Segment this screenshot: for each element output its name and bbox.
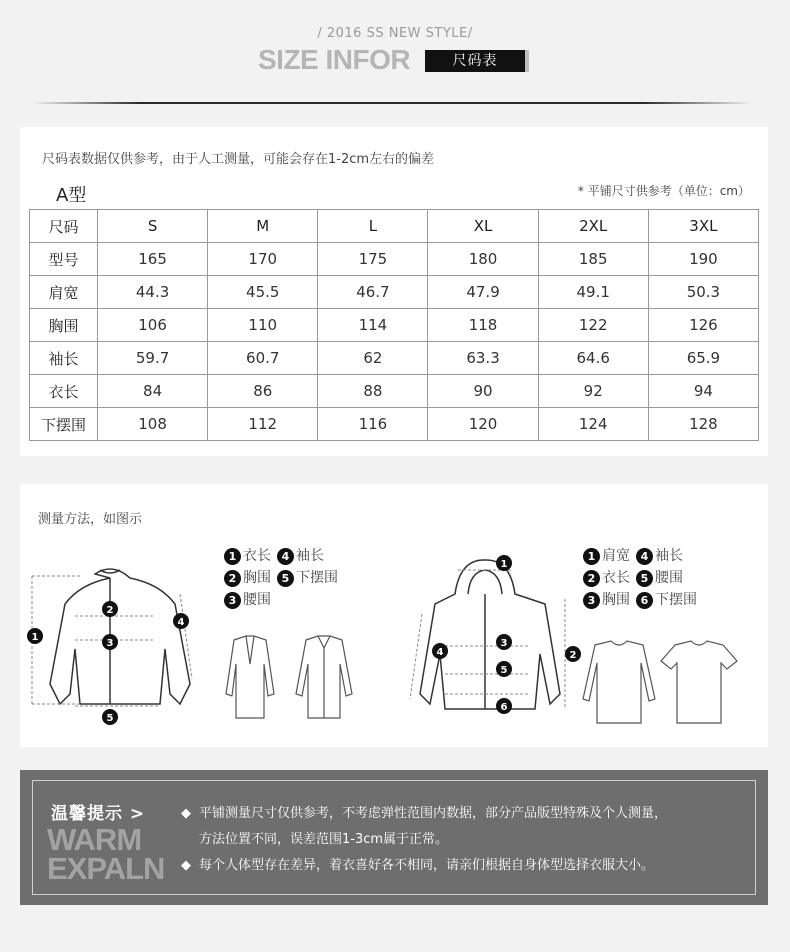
- table-cell: 46.7: [318, 276, 428, 309]
- table-cell: 185: [538, 243, 648, 276]
- hoodie-marker-3-label: 3: [500, 638, 508, 649]
- number-badge: 6: [636, 592, 653, 609]
- legend-item: [277, 545, 324, 567]
- sweater-tee-icons: [575, 639, 755, 729]
- tips-frame: [32, 780, 756, 895]
- legend-label: 袖长: [655, 548, 683, 564]
- size-table-header-cell: XL: [428, 210, 538, 243]
- measure-panel: [20, 484, 768, 747]
- table-cell: 175: [318, 243, 428, 276]
- table-row: [30, 408, 759, 441]
- table-cell: 65.9: [648, 342, 758, 375]
- table-cell: 62: [318, 342, 428, 375]
- legend-row: [224, 567, 338, 589]
- legend-hoodie: [583, 545, 697, 611]
- jacket-diagram: [20, 554, 220, 734]
- number-badge: 4: [277, 548, 294, 565]
- table-cell: 45.5: [208, 276, 318, 309]
- table-cell: 108: [98, 408, 208, 441]
- jacket-marker-1-label: 1: [31, 632, 39, 643]
- table-cell: 110: [208, 309, 318, 342]
- header-badge-accent: [525, 50, 529, 72]
- table-cell: 114: [318, 309, 428, 342]
- bullet-icon: ◆: [181, 806, 191, 821]
- table-cell: 92: [538, 375, 648, 408]
- blazer-shirt-icons: [216, 634, 376, 724]
- legend-label: 衣长: [602, 570, 630, 586]
- tips-title: 温馨提示 >: [51, 804, 146, 824]
- jacket-marker-2-label: 2: [106, 605, 114, 616]
- table-cell: 165: [98, 243, 208, 276]
- size-table-header-cell: 尺码: [30, 210, 98, 243]
- blazer-icon: [226, 636, 274, 718]
- table-row: [30, 342, 759, 375]
- legend-item: [224, 545, 271, 567]
- header-badge: 尺码表: [425, 50, 525, 72]
- row-label: 型号: [30, 243, 98, 276]
- legend-item: [583, 545, 630, 567]
- tips-big-line2: EXPALN: [47, 851, 165, 886]
- table-cell: 60.7: [208, 342, 318, 375]
- legend-label: 肩宽: [602, 548, 630, 564]
- size-table-header-row: [30, 210, 759, 243]
- table-cell: 128: [648, 408, 758, 441]
- table-cell: 64.6: [538, 342, 648, 375]
- legend-row: [583, 545, 697, 567]
- table-cell: 116: [318, 408, 428, 441]
- header: [0, 0, 790, 110]
- size-table-header-cell: 2XL: [538, 210, 648, 243]
- number-badge: 3: [224, 592, 241, 609]
- hoodie-marker-5-label: 5: [500, 665, 508, 676]
- number-badge: 4: [636, 548, 653, 565]
- table-row: [30, 375, 759, 408]
- row-label: 肩宽: [30, 276, 98, 309]
- header-subtitle: / 2016 SS NEW STYLE/: [317, 26, 473, 41]
- table-cell: 122: [538, 309, 648, 342]
- legend-item: [636, 567, 683, 589]
- header-divider: [32, 102, 752, 104]
- legend-item: [224, 567, 271, 589]
- sweater-icon: [583, 641, 655, 723]
- table-cell: 190: [648, 243, 758, 276]
- hoodie-diagram: [400, 554, 600, 739]
- size-table-header-cell: M: [208, 210, 318, 243]
- size-table-header-cell: S: [98, 210, 208, 243]
- number-badge: 1: [583, 548, 600, 565]
- table-cell: 120: [428, 408, 538, 441]
- legend-item: [583, 567, 630, 589]
- table-cell: 49.1: [538, 276, 648, 309]
- legend-label: 胸围: [602, 592, 630, 608]
- number-badge: 5: [636, 570, 653, 587]
- row-label: 衣长: [30, 375, 98, 408]
- legend-item: [636, 545, 683, 567]
- legend-item: [583, 589, 630, 611]
- hoodie-marker-1-label: 1: [500, 559, 508, 570]
- table-cell: 112: [208, 408, 318, 441]
- row-label: 下摆围: [30, 408, 98, 441]
- table-row: [30, 309, 759, 342]
- table-cell: 126: [648, 309, 758, 342]
- table-cell: 180: [428, 243, 538, 276]
- table-cell: 94: [648, 375, 758, 408]
- legend-label: 袖长: [296, 548, 324, 564]
- tips-line-continued: 方法位置不同，误差范围1-3cm属于正常。: [199, 832, 449, 847]
- table-cell: 124: [538, 408, 648, 441]
- shirt-icon: [296, 636, 352, 718]
- model-label: A型: [56, 185, 87, 206]
- table-row: [30, 276, 759, 309]
- hoodie-marker-2-label: 2: [569, 650, 577, 661]
- size-table-header-cell: L: [318, 210, 428, 243]
- table-cell: 47.9: [428, 276, 538, 309]
- jacket-marker-4-label: 4: [177, 617, 185, 628]
- legend-label: 衣长: [243, 548, 271, 564]
- table-cell: 59.7: [98, 342, 208, 375]
- legend-label: 腰围: [243, 592, 271, 608]
- size-chart-note: 尺码表数据仅供参考，由于人工测量，可能会存在1-2cm左右的偏差: [42, 152, 435, 167]
- legend-item: [224, 589, 271, 611]
- legend-label: 下摆围: [296, 570, 338, 586]
- table-cell: 88: [318, 375, 428, 408]
- number-badge: 1: [224, 548, 241, 565]
- tips-line: [181, 853, 751, 879]
- header-title: SIZE INFOR: [258, 44, 411, 75]
- jacket-marker-3-label: 3: [106, 638, 114, 649]
- table-cell: 118: [428, 309, 538, 342]
- table-cell: 106: [98, 309, 208, 342]
- legend-row: [224, 545, 338, 567]
- tips-big-line1: WARM: [47, 822, 142, 857]
- tips-line-text: 每个人体型存在差异，着衣喜好各不相同，请亲们根据自身体型选择衣服大小。: [199, 858, 655, 873]
- number-badge: 3: [583, 592, 600, 609]
- legend-label: 胸围: [243, 570, 271, 586]
- number-badge: 5: [277, 570, 294, 587]
- tshirt-icon: [661, 641, 737, 723]
- table-cell: 170: [208, 243, 318, 276]
- table-cell: 90: [428, 375, 538, 408]
- table-cell: 63.3: [428, 342, 538, 375]
- unit-note: * 平铺尺寸供参考（单位：cm）: [577, 184, 750, 198]
- legend-item: [277, 567, 338, 589]
- tips-watermark: [47, 822, 165, 886]
- table-row: [30, 243, 759, 276]
- table-cell: 50.3: [648, 276, 758, 309]
- number-badge: 2: [224, 570, 241, 587]
- row-label: 胸围: [30, 309, 98, 342]
- size-table-header-cell: 3XL: [648, 210, 758, 243]
- number-badge: 2: [583, 570, 600, 587]
- hoodie-marker-4-label: 4: [436, 647, 444, 658]
- tips-panel: [20, 770, 768, 905]
- hoodie-marker-6-label: 6: [500, 702, 508, 713]
- measure-title: 测量方法，如图示: [38, 512, 143, 527]
- tips-text: [181, 801, 751, 879]
- size-table: [29, 209, 759, 441]
- legend-label: 腰围: [655, 570, 683, 586]
- legend-jacket: [224, 545, 338, 611]
- table-cell: 44.3: [98, 276, 208, 309]
- legend-row: [224, 589, 338, 611]
- legend-label: 下摆围: [655, 592, 697, 608]
- jacket-marker-5-label: 5: [106, 713, 114, 724]
- legend-row: [583, 567, 697, 589]
- table-cell: 86: [208, 375, 318, 408]
- table-cell: 84: [98, 375, 208, 408]
- tips-line: [181, 801, 751, 827]
- bullet-icon: ◆: [181, 858, 191, 873]
- tips-line-text: 平铺测量尺寸仅供参考，不考虑弹性范围内数据，部分产品版型特殊及个人测量，: [199, 806, 668, 821]
- row-label: 袖长: [30, 342, 98, 375]
- legend-row: [583, 589, 697, 611]
- legend-item: [636, 589, 697, 611]
- size-chart-panel: [20, 127, 768, 456]
